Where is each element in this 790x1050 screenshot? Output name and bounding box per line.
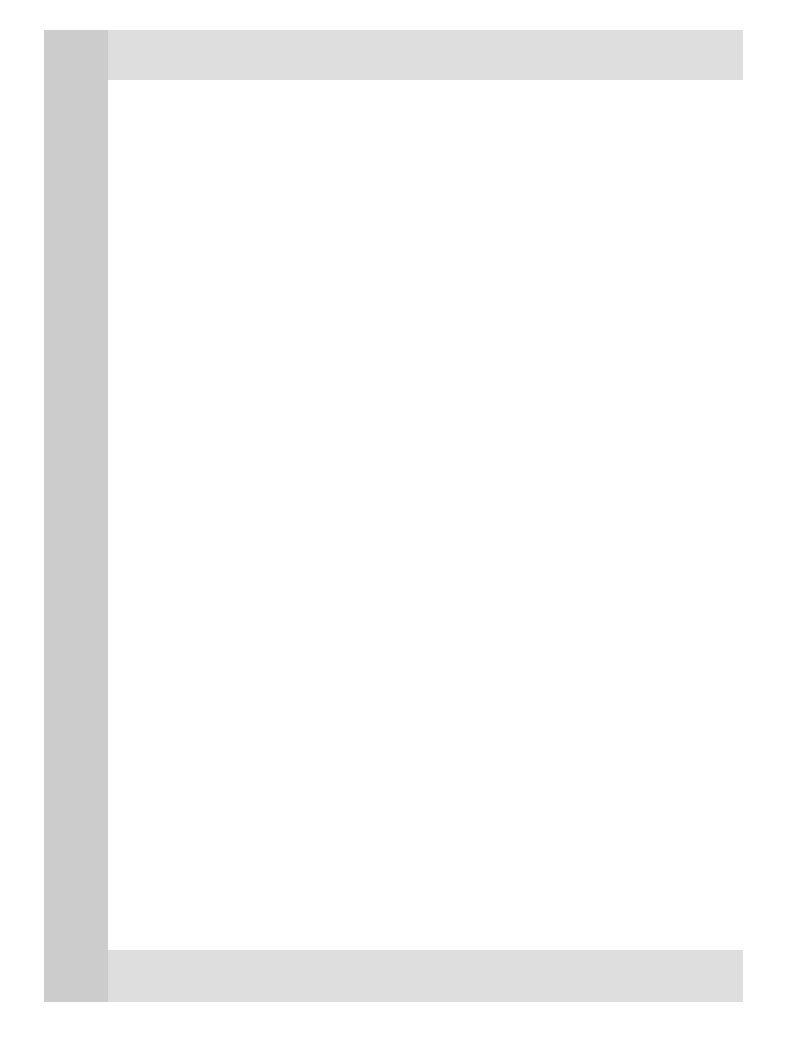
spec-table (44, 30, 743, 1002)
table-header-row (108, 30, 743, 80)
footer-note (108, 950, 743, 1002)
side-label (44, 30, 108, 1002)
table-grid (108, 30, 743, 1002)
